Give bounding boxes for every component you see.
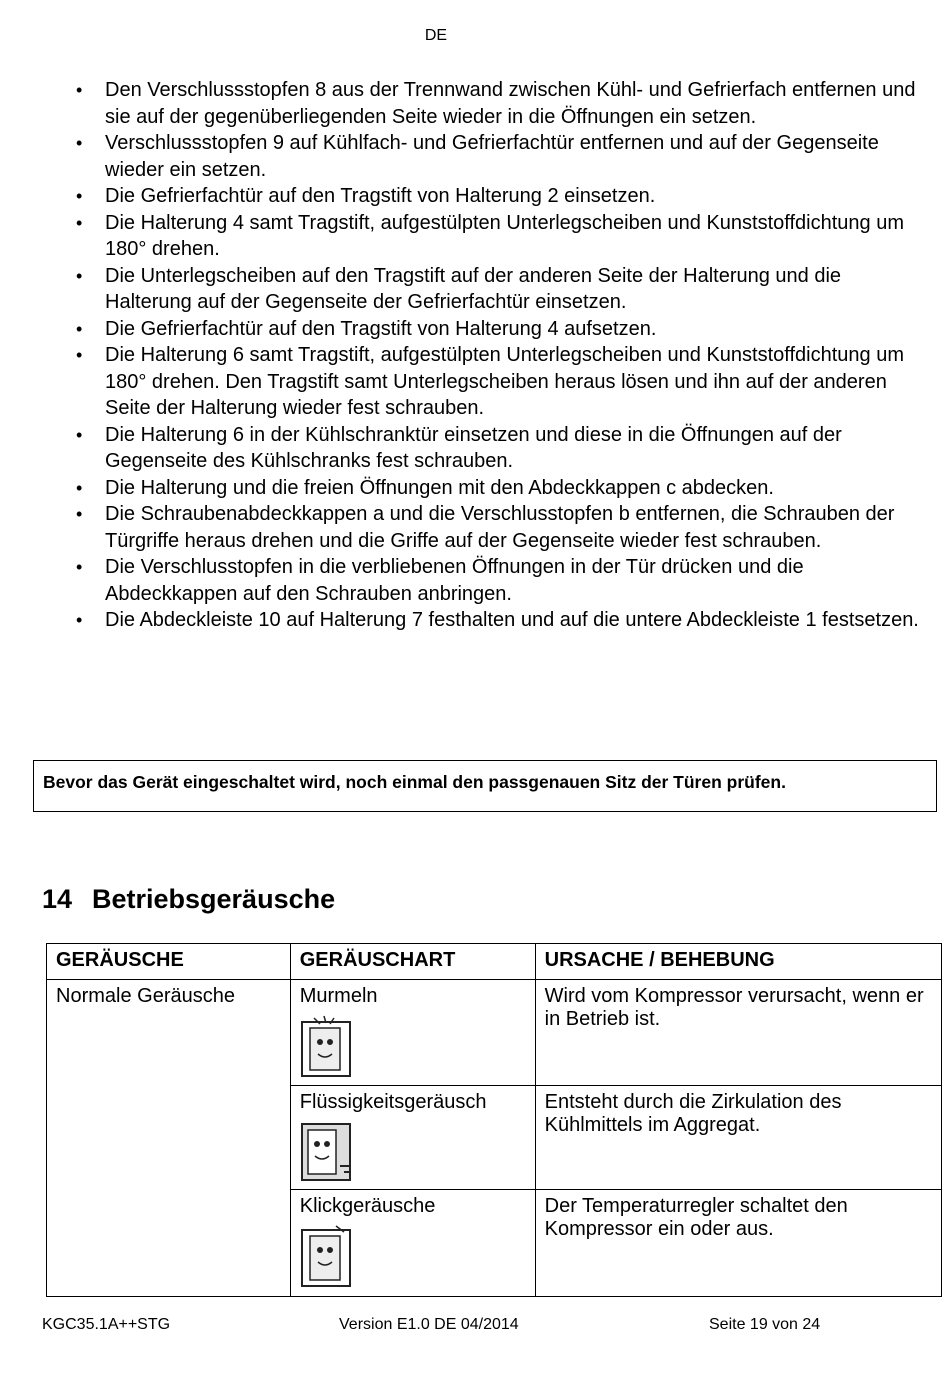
page-header-language: DE <box>424 27 448 44</box>
noise-type-label: Murmeln <box>299 985 378 1007</box>
list-item: • Die Halterung 6 in der Kühlschranktür einsetzen und diese in die Öffnungen auf der Gegenseite des Kühlschranks fest schrauben. <box>76 423 842 472</box>
bullet-icon: • <box>76 345 83 365</box>
list-item: • Die Gefrierfachtür auf den Tragstift von Halterung 2 einsetzen. <box>70 183 930 210</box>
list-item: • Die Gefrierfachtür auf den Tragstift von Halterung 4 aufsetzen. <box>70 316 930 343</box>
fridge-cartoon-icon <box>300 1224 352 1288</box>
bullet-icon: • <box>76 186 83 206</box>
cause-cell: Der Temperaturregler schaltet den Kompressor ein oder aus. <box>535 1190 941 1297</box>
noise-type-cell <box>290 1086 535 1190</box>
noise-type-label: Klickgeräusche <box>299 1195 436 1217</box>
bullet-icon: • <box>76 212 83 233</box>
cause-cell: Wird vom Kompressor verursacht, wenn er in Betrieb ist. <box>535 980 941 1086</box>
table-header-row <box>47 944 942 980</box>
bullet-icon: • <box>76 265 83 286</box>
noise-table <box>46 943 942 1297</box>
bullet-icon: • <box>76 80 83 100</box>
list-item: • Die Halterung 4 samt Tragstift, aufgestülpten Unterlegscheiben und Kunststoffdichtung um 180° drehen. <box>76 211 904 260</box>
list-item: • Die Unterlegscheiben auf den Tragstift auf der anderen Seite der Halterung und die Halterung auf der Gegenseite der Gefrierfachtür einsetzen. <box>76 264 842 313</box>
notice-box: Bevor das Gerät eingeschaltet wird, noch einmal den passgenauen Sitz der Türen prüfen. <box>33 760 937 812</box>
footer-model: KGC35.1A++STG <box>42 1316 171 1333</box>
bullet-icon: • <box>76 557 83 577</box>
section-number: 14 <box>42 884 73 914</box>
table-row <box>47 980 942 1086</box>
list-item: • Den Verschlussstopfen 8 aus der Trennwand zwischen Kühl- und Gefrierfach entfernen und sie auf der gegenüberliegenden Seite wieder in die Öffnungen ein setzen. <box>76 79 916 128</box>
bullet-icon: • <box>76 133 83 153</box>
instruction-list <box>70 77 930 634</box>
bullet-icon: • <box>76 477 83 498</box>
list-item: • Verschlussstopfen 9 auf Kühlfach- und Gefrierfachtür entfernen und auf der Gegenseite wieder ein setzen. <box>76 132 879 181</box>
bullet-icon: • <box>76 424 83 445</box>
column-header: GERÄUSCHART <box>290 944 535 980</box>
list-item: • Die Halterung und die freien Öffnungen mit den Abdeckkappen c abdecken. <box>70 475 930 502</box>
noise-type-cell <box>290 980 535 1086</box>
fridge-cartoon-icon <box>300 1120 352 1184</box>
bullet-icon: • <box>76 504 83 524</box>
bullet-icon: • <box>76 318 83 339</box>
footer-page-number: Seite 19 von 24 <box>709 1316 821 1333</box>
noise-type-label: Flüssigkeitsgeräusch <box>299 1091 487 1113</box>
footer-version: Version E1.0 DE 04/2014 <box>339 1316 519 1333</box>
list-item: • Die Abdeckleiste 10 auf Halterung 7 festhalten und auf die untere Abdeckleiste 1 festsetzen. <box>70 607 930 634</box>
list-item: • Die Halterung 6 samt Tragstift, aufgestülpten Unterlegscheiben und Kunststoffdichtung um 180° drehen. Den Tragstift samt Unterlegscheiben heraus lösen und ihn auf der anderen Seite der Halterung wieder fest schrauben. <box>76 344 904 419</box>
noise-category-cell: Normale Geräusche <box>47 980 291 1297</box>
bullet-icon: • <box>76 610 83 630</box>
noise-type-cell <box>290 1190 535 1297</box>
fridge-cartoon-icon <box>300 1014 352 1078</box>
section-title: Betriebsgeräusche <box>92 884 336 914</box>
section-heading <box>42 884 335 915</box>
column-header: URSACHE / BEHEBUNG <box>535 944 941 980</box>
column-header: GERÄUSCHE <box>47 944 291 980</box>
cause-cell: Entsteht durch die Zirkulation des Kühlmittels im Aggregat. <box>535 1086 941 1190</box>
list-item: • Die Schraubenabdeckkappen a und die Verschlusstopfen b entfernen, die Schrauben der Türgriffe heraus drehen und die Griffe auf der Gegenseite wieder fest schrauben. <box>76 503 895 552</box>
list-item: • Die Verschlusstopfen in die verbliebenen Öffnungen in der Tür drücken und die Abdeckkappen auf den Schrauben anbringen. <box>76 556 804 605</box>
